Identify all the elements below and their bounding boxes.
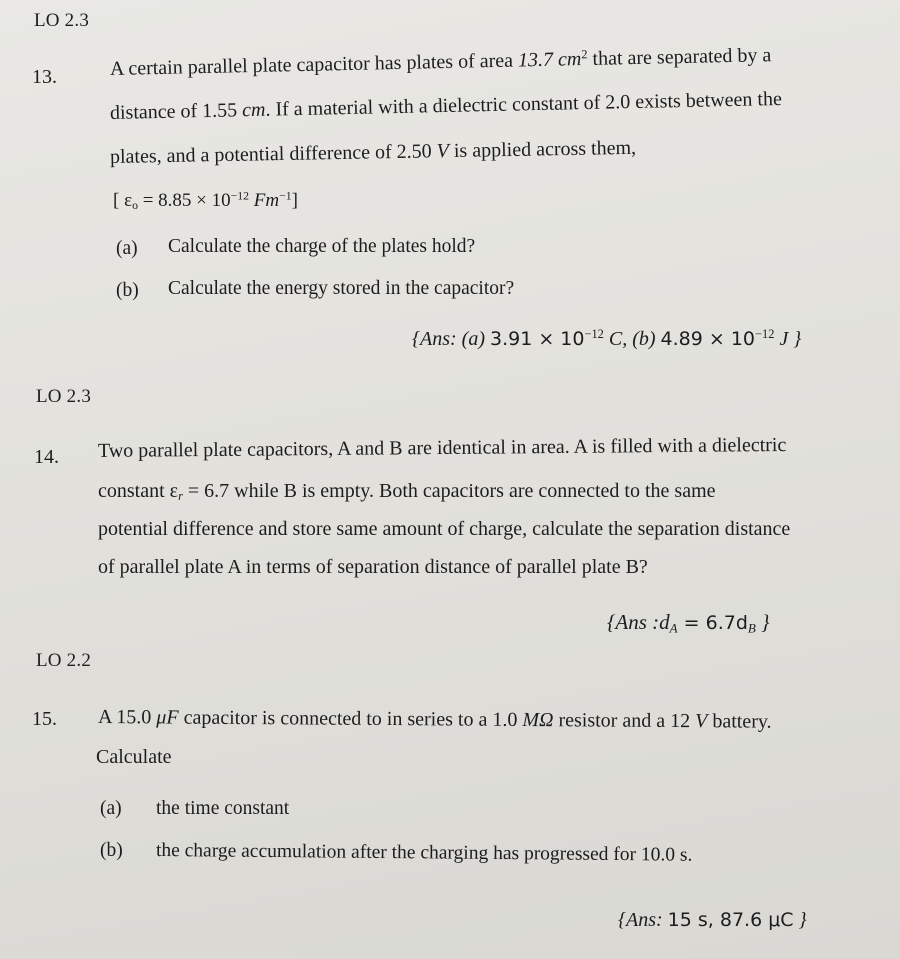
q15-number: 15. [32, 708, 57, 730]
q13-area-unit: cm [557, 48, 582, 71]
q13-line1-text-b: that are separated by a [587, 44, 772, 70]
q15-part-b-label: (b) [100, 840, 123, 861]
q13-answer-mid: C, (b) [603, 328, 661, 350]
q15-line-1 [98, 706, 772, 734]
q14-line-4: of parallel plate A in terms of separation distance of parallel plate B? [98, 556, 648, 578]
q13-area-exp: 2 [581, 47, 588, 62]
q15-voltage-unit: V [695, 710, 708, 733]
q13-answer-suffix: J } [774, 328, 802, 350]
q13-line2-text-b: . If a material with a dielectric constant of 2.0 exists between the [265, 87, 783, 121]
q13-part-a-label: (a) [116, 238, 138, 259]
q15-line1-text-c: resistor and a 12 [553, 709, 696, 733]
q13-answer-val-b: 4.89 × 10 [660, 328, 756, 350]
q15-answer [618, 909, 807, 932]
q13-constant-unit: Fm [249, 190, 280, 211]
q14-answer [607, 610, 770, 635]
q13-line2-text-a: distance of 1.55 [109, 99, 243, 124]
q15-answer-suffix: } [793, 909, 807, 931]
q15-resistance-unit: MΩ [522, 708, 554, 732]
q13-constant-sub: o [132, 198, 138, 212]
q15-part-a-text: the time constant [156, 798, 290, 819]
q14-line-1: Two parallel plate capacitors, A and B are identical in area. A is filled with a dielectric [97, 433, 787, 462]
q14-line2-text-c: while B is empty. Both capacitors are connected to the same [229, 480, 716, 502]
q14-answer-sub-a: A [669, 620, 678, 636]
q13-part-b-text: Calculate the energy stored in the capacitor? [168, 278, 515, 299]
q14-answer-suffix: } [755, 610, 770, 634]
q15-part-b-text: the charge accumulation after the charging has progressed for 10.0 s. [155, 840, 693, 866]
q13-line3-text-a: plates, and a potential difference of 2.50 [109, 140, 437, 168]
q13-area-value: 13.7 [517, 48, 559, 72]
q13-constant-mid: = 8.85 × 10 [137, 190, 231, 211]
q15-line1-text-a: A 15.0 [97, 706, 157, 729]
q14-line-3: potential difference and store same amount of charge, calculate the separation distance [98, 518, 791, 540]
q13-constant-exp: −12 [230, 189, 250, 203]
q13-constant [113, 190, 298, 212]
q14-answer-value: = 6.7d [677, 612, 748, 634]
lo-label-2: LO 2.3 [36, 386, 92, 407]
q15-line-2: Calculate [96, 746, 172, 768]
q13-constant-close: ] [291, 190, 298, 211]
q15-capacitance-unit: μF [156, 706, 179, 729]
q14-line-2 [98, 480, 716, 503]
q13-answer-exp-a: −12 [584, 327, 604, 342]
q13-part-a-text: Calculate the charge of the plates hold? [168, 236, 476, 257]
q15-answer-prefix: {Ans: [618, 909, 668, 931]
lo-label-1: LO 2.3 [34, 10, 90, 31]
q13-part-b-label: (b) [116, 280, 139, 301]
q14-answer-prefix: {Ans :d [607, 610, 670, 634]
q13-line-1 [110, 44, 772, 81]
q13-voltage-unit: V [436, 140, 450, 163]
q15-part-a-label: (a) [100, 798, 122, 819]
q13-distance-unit: cm [241, 98, 266, 122]
q14-epsilon-sub: r [178, 489, 183, 504]
q13-number: 13. [32, 66, 57, 88]
q15-answer-value: 15 s, 87.6 μC [667, 909, 794, 931]
q14-number: 14. [34, 446, 59, 468]
q13-line-3 [110, 137, 636, 169]
q13-answer-val-a: 3.91 × 10 [489, 328, 585, 350]
q14-line2-value: = 6.7 [182, 480, 230, 502]
lo-label-3: LO 2.2 [36, 650, 92, 671]
q14-line2-text-a: constant ε [98, 480, 179, 502]
q15-line1-text-d: battery. [707, 710, 772, 733]
q13-answer [412, 328, 801, 351]
q13-line-2 [110, 88, 782, 125]
q13-answer-exp-b: −12 [755, 327, 775, 342]
q13-constant-unit-exp: −1 [279, 189, 292, 203]
q15-line1-text-b: capacitor is connected to in series to a 1.0 [178, 706, 523, 731]
q13-line1-text-a: A certain parallel plate capacitor has plates of area [109, 49, 519, 80]
q13-answer-prefix: {Ans: (a) [412, 328, 490, 350]
q14-answer-sub-b: B [747, 620, 756, 636]
q13-constant-open: [ ε [113, 190, 133, 211]
q13-line3-text-b: is applied across them, [448, 136, 637, 163]
